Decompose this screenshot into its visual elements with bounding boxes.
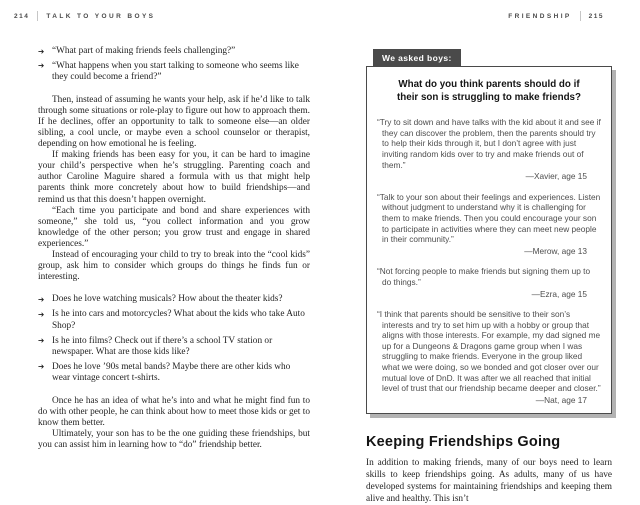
- bullet-text: “What part of making friends feels challenging?”: [52, 46, 236, 56]
- running-heads: [14, 11, 604, 21]
- body-paragraph: Ultimately, your son has to be the one guiding these friendships, but you can assist him in learning how to “do” friendship better.: [38, 428, 310, 451]
- quote-attribution: —Xavier, age 15: [525, 171, 587, 182]
- question-bullet-list: [38, 46, 310, 84]
- list-item: [38, 61, 310, 84]
- body-paragraph: Then, instead of assuming he wants your help, ask if he’d like to talk through some situations or role-play to figure out how to approach them. If he declines, offer an opportunity to talk to someone else—an older sibling, a cool uncle, or maybe even a school counselor or therapist, depending on how emotional he is feeling.: [38, 94, 310, 150]
- left-running-head: [14, 11, 155, 21]
- right-page-number: 215: [588, 12, 604, 20]
- list-item: [38, 294, 310, 305]
- bullet-text: Does he love ’90s metal bands? Maybe there are other kids who wear vintage concert t-shirts.: [52, 361, 291, 384]
- boy-quote: “I think that parents should be sensitive to their son’s interests and try to set him up with a hobby or group that aligns with those interests. For example, my dad signed me up for a Dungeons & Dragons game group when I was struggling to make friends. Everyone in the group liked what we were doing, so we bonded and got closer over our mutual love of DnD. It was after we all reached that initial level of trust that our friendship became deeper and closer.”: [377, 309, 601, 394]
- arrow-bullet-icon: ➔: [38, 61, 45, 71]
- body-paragraph: Instead of encouraging your child to try to break into the “cool kids” group, ask him to consider which groups do things he finds fun or interesting.: [38, 250, 310, 283]
- arrow-bullet-icon: ➔: [38, 294, 45, 304]
- arrow-bullet-icon: ➔: [38, 336, 45, 346]
- right-header-title: FRIENDSHIP: [508, 12, 572, 20]
- list-item: [38, 46, 310, 57]
- right-page: [366, 48, 612, 505]
- body-paragraph: Once he has an idea of what he’s into and what he might find fun to do with other people, he can think about how to meet those kids or get to know them better.: [38, 395, 310, 428]
- arrow-bullet-icon: ➔: [38, 309, 45, 319]
- right-running-head: [508, 11, 604, 21]
- bullet-text: “What happens when you start talking to someone who seems like they could become a friend?”: [52, 60, 299, 83]
- bullet-text: Is he into films? Check out if there’s a school TV station or newspaper. What are those kids like?: [52, 335, 273, 357]
- bullet-text: Is he into cars and motorcycles? What about the kids who take Auto Shop?: [52, 309, 305, 331]
- boys-quotes-box: [366, 66, 612, 414]
- list-item: [38, 362, 310, 385]
- boy-quote: “Talk to your son about their feelings and experiences. Listen without judgment to understand why it is challenging for them to make friends. Then you could encourage your son to participate in activities where they can meet new people in their community.”: [377, 191, 601, 245]
- list-item: [38, 336, 310, 359]
- boy-quote: “Not forcing people to make friends but signing them up to do things.”: [377, 266, 591, 287]
- body-paragraph: “Each time you participate and bond and share experiences with someone,” she told us, “you collect information and you grow knowledge of the other person; you grow trust and engage in shared experiences.”: [38, 205, 310, 249]
- quote-attribution: —Ezra, age 15: [531, 288, 587, 299]
- quote-attribution: —Merow, age 13: [524, 245, 587, 256]
- quote-attribution: —Nat, age 17: [535, 394, 587, 405]
- we-asked-boys-tab: We asked boys:: [373, 49, 461, 67]
- arrow-bullet-icon: ➔: [38, 46, 45, 56]
- section-paragraph: In addition to making friends, many of our boys need to learn skills to keep friendships going. As adults, many of us have developed systems for maintaining friendships and keeping them alive and healthy. This isn’t: [366, 458, 612, 505]
- list-item: [38, 309, 310, 332]
- header-divider: [37, 11, 38, 21]
- left-page-number: 214: [14, 12, 30, 20]
- box-question-heading: What do you think parents should do if their son is struggling to make friends?: [397, 79, 581, 103]
- body-paragraph: If making friends has been easy for you, it can be hard to imagine your child’s perspective when he’s struggling. Parenting coach and author Caroline Maguire shared a formula with us that might help parents think more concretely about how to build friendships—and remind us that this doesn’t happen overnight.: [38, 150, 310, 205]
- left-header-title: TALK TO YOUR BOYS: [46, 12, 156, 20]
- header-divider: [580, 11, 581, 21]
- left-page: [38, 46, 310, 451]
- bullet-text: Does he love watching musicals? How about the theater kids?: [52, 294, 283, 305]
- interest-bullet-list: [38, 294, 310, 384]
- arrow-bullet-icon: ➔: [38, 362, 45, 372]
- section-heading: Keeping Friendships Going: [366, 434, 561, 451]
- boy-quote: “Try to sit down and have talks with the kid about it and see if they can discover the problem, then the parents should try to help their kids through it, but I don’t agree with just inviting random kids over to try and make friends out of them.”: [377, 117, 601, 170]
